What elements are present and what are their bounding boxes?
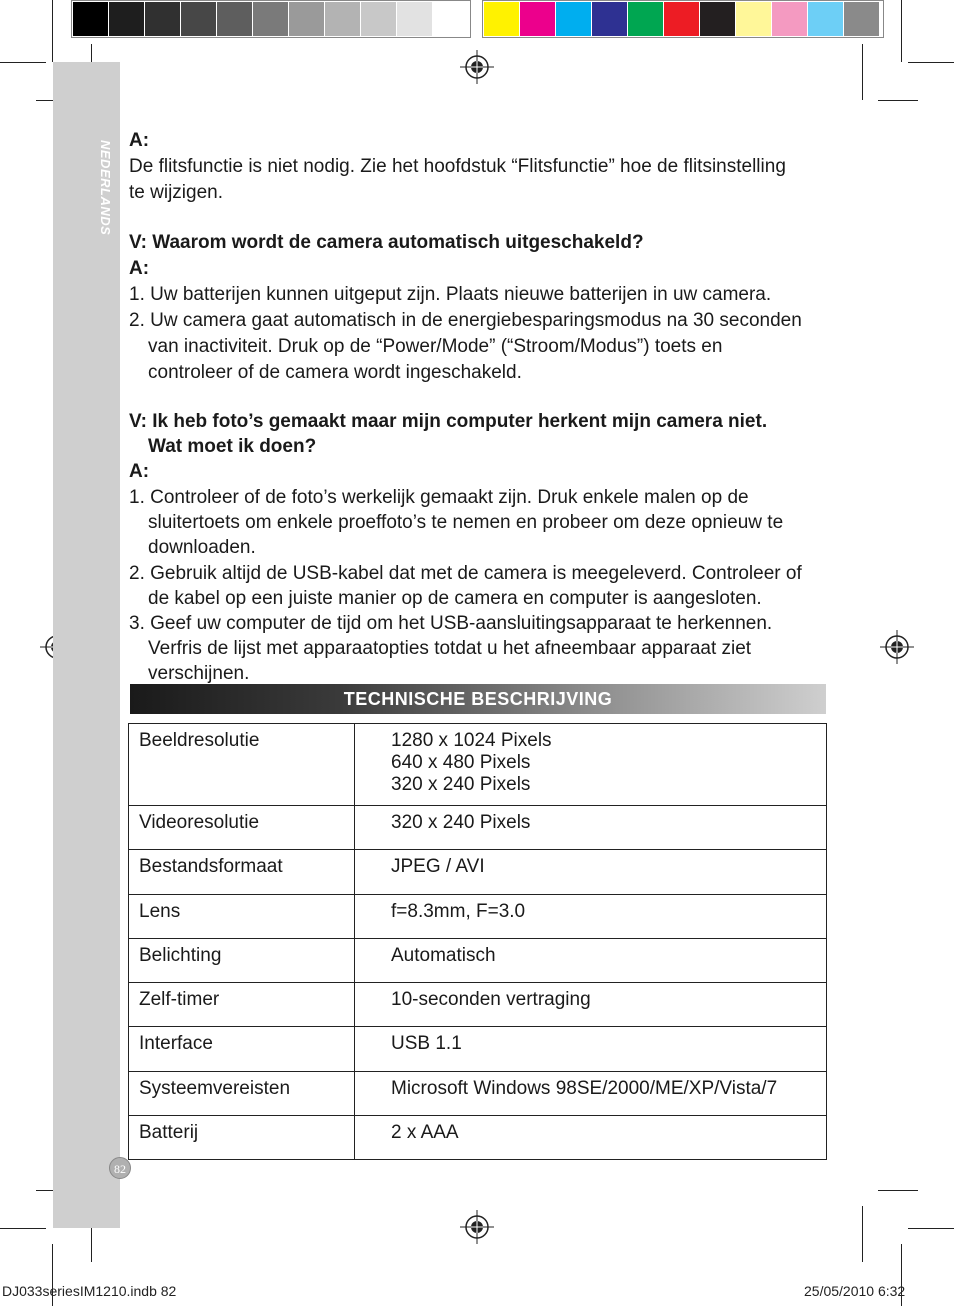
gray-swatch	[217, 2, 252, 36]
gray-swatch	[397, 2, 432, 36]
crop-mark	[862, 1206, 863, 1262]
registration-mark-icon	[880, 630, 914, 664]
spec-label: Beeldresolutie	[129, 724, 355, 805]
faq-line: 2. Gebruik altijd de USB-kabel dat met de camera is meegeleverd. Controleer of	[129, 563, 802, 584]
faq-line: A:	[129, 130, 150, 151]
gray-swatch	[109, 2, 144, 36]
spec-value-line: 2 x AAA	[391, 1122, 459, 1144]
gray-swatch	[181, 2, 216, 36]
spec-table	[128, 723, 827, 1160]
gray-swatch	[73, 2, 108, 36]
faq-line: Verfris de lijst met apparaatopties totdat u het afneembaar apparaat ziet	[148, 638, 752, 659]
language-label: NEDERLANDS	[98, 140, 113, 236]
crop-mark	[52, 0, 53, 62]
gray-swatch	[361, 2, 396, 36]
registration-mark-icon	[460, 1210, 494, 1244]
faq-line: 1. Controleer of de foto’s werkelijk gemaakt zijn. Druk enkele malen op de	[129, 487, 749, 508]
spec-value-line: 1280 x 1024 Pixels	[391, 730, 552, 751]
spec-label: Systeemvereisten	[129, 1072, 355, 1115]
spec-value-line: Microsoft Windows 98SE/2000/ME/XP/Vista/7	[391, 1077, 778, 1099]
color-swatch	[628, 2, 663, 36]
crop-mark	[862, 44, 863, 100]
tech-heading: TECHNISCHE BESCHRIJVING	[130, 684, 826, 714]
spec-row	[129, 982, 826, 1026]
spec-value	[355, 724, 826, 805]
registration-mark-icon	[460, 50, 494, 84]
spec-row	[129, 805, 826, 849]
color-swatch	[664, 2, 699, 36]
faq-line: te wijzigen.	[129, 182, 223, 203]
faq-line: 2. Uw camera gaat automatisch in de energiebesparingsmodus na 30 seconden	[129, 310, 802, 331]
faq-line: van inactiviteit. Druk op de “Power/Mode” (“Stroom/Modus”) toets en	[148, 336, 723, 357]
crop-mark	[0, 62, 46, 63]
gray-swatch	[145, 2, 180, 36]
spec-row	[129, 938, 826, 982]
gray-swatch	[433, 2, 468, 36]
spec-label: Lens	[129, 895, 355, 938]
spec-value-line: 320 x 240 Pixels	[391, 774, 531, 795]
color-swatch	[736, 2, 771, 36]
spec-value	[355, 1072, 826, 1115]
faq-line: Wat moet ik doen?	[148, 436, 317, 457]
spec-label: Interface	[129, 1027, 355, 1070]
faq-line: de kabel op een juiste manier op de camera en computer is aangesloten.	[148, 588, 762, 609]
spec-value-line: 640 x 480 Pixels	[391, 752, 531, 773]
faq-line: 1. Uw batterijen kunnen uitgeput zijn. Plaats nieuwe batterijen in uw camera.	[129, 284, 772, 305]
spec-row	[129, 1026, 826, 1070]
faq-line: downloaden.	[148, 537, 256, 558]
spec-value-line: Automatisch	[391, 944, 496, 966]
spec-value-line: f=8.3mm, F=3.0	[391, 900, 526, 922]
faq-line: verschijnen.	[148, 663, 250, 684]
spec-label: Batterij	[129, 1116, 355, 1159]
spec-row	[129, 1071, 826, 1115]
footer-date: 25/05/2010 6:32	[804, 1283, 906, 1299]
color-swatch	[808, 2, 843, 36]
spec-value	[355, 850, 826, 893]
faq-line: V: Ik heb foto’s gemaakt maar mijn computer herkent mijn camera niet.	[129, 411, 768, 432]
color-swatch	[520, 2, 555, 36]
spec-value	[355, 939, 826, 982]
spec-row	[129, 894, 826, 938]
faq-line: controleer of de camera wordt ingeschakeld.	[148, 362, 522, 383]
spec-value	[355, 983, 826, 1026]
color-swatch	[556, 2, 591, 36]
color-swatch	[844, 2, 879, 36]
page-number: 82	[109, 1157, 131, 1179]
color-swatch	[700, 2, 735, 36]
faq-line: 3. Geef uw computer de tijd om het USB-aansluitingsapparaat te herkennen.	[129, 613, 773, 634]
spec-value	[355, 806, 826, 849]
gray-swatch	[289, 2, 324, 36]
spec-value-line: USB 1.1	[391, 1033, 462, 1055]
spec-value-line: JPEG / AVI	[391, 856, 485, 878]
crop-mark	[878, 1190, 918, 1191]
gray-swatch	[325, 2, 360, 36]
spec-value	[355, 1027, 826, 1070]
spec-row	[129, 849, 826, 893]
spec-value-line: 320 x 240 Pixels	[391, 812, 531, 833]
spec-value-line: 10-seconden vertraging	[391, 989, 591, 1011]
spec-label: Bestandsformaat	[129, 850, 355, 893]
faq-line: A:	[129, 258, 150, 279]
crop-mark	[908, 62, 954, 63]
faq-line: De flitsfunctie is niet nodig. Zie het hoofdstuk “Flitsfunctie” hoe de flitsinstelling	[129, 156, 786, 177]
spec-label: Videoresolutie	[129, 806, 355, 849]
spec-label: Belichting	[129, 939, 355, 982]
spec-value	[355, 895, 826, 938]
crop-mark	[908, 1228, 954, 1229]
spec-row	[129, 724, 826, 805]
crop-mark	[0, 1228, 46, 1229]
spec-value	[355, 1116, 826, 1159]
gray-swatch	[253, 2, 288, 36]
crop-mark	[878, 100, 918, 101]
footer-file: DJ033seriesIM1210.indb 82	[2, 1283, 177, 1299]
color-swatch	[592, 2, 627, 36]
crop-mark	[901, 0, 902, 62]
faq-line: A:	[129, 461, 150, 482]
faq-line: V: Waarom wordt de camera automatisch uitgeschakeld?	[129, 232, 644, 253]
faq-line: sluitertoets om enkele proeffoto’s te nemen en probeer om deze opnieuw te	[148, 512, 784, 533]
color-swatch	[772, 2, 807, 36]
spec-row	[129, 1115, 826, 1159]
color-swatch	[484, 2, 519, 36]
spec-label: Zelf-timer	[129, 983, 355, 1026]
